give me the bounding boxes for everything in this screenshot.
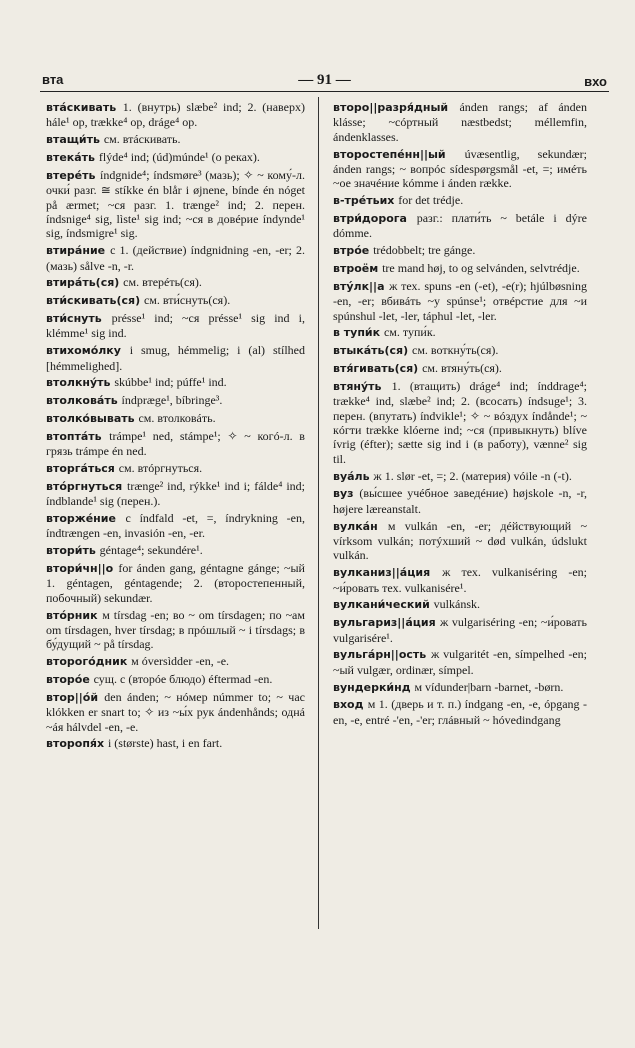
dictionary-entry bbox=[46, 375, 305, 390]
entry-headword: вулкáн bbox=[333, 519, 378, 533]
entry-definition: с índfald -et, =, índrykning -en, índtrængen -en, invasión -en, -er. bbox=[46, 511, 305, 541]
entry-definition: tre mand høj, to og selvánden, selvtrédje. bbox=[382, 261, 580, 276]
column-divider bbox=[318, 97, 319, 929]
entry-headword: второгóдник bbox=[46, 655, 128, 669]
dictionary-entry bbox=[46, 461, 305, 476]
dictionary-entry bbox=[46, 132, 305, 147]
entry-definition: м óversìdder -en, -e. bbox=[131, 654, 230, 669]
entry-headword: в тупи́к bbox=[333, 326, 381, 340]
entry-headword: втирáть(ся) bbox=[46, 276, 120, 290]
dictionary-entry bbox=[46, 293, 305, 308]
dictionary-entry bbox=[46, 654, 305, 669]
entry-headword: втолковáть bbox=[46, 394, 118, 408]
header-last-word: вхо bbox=[584, 74, 607, 89]
entry-definition: см. воткну́ть(ся). bbox=[412, 343, 499, 358]
entry-headword: вторóе bbox=[46, 673, 90, 687]
entry-headword: вулкани́ческий bbox=[333, 598, 430, 612]
entry-definition: trédobbelt; tre gánge. bbox=[373, 243, 476, 258]
entry-definition: vulkánsk. bbox=[433, 597, 480, 612]
entry-headword: вуáль bbox=[333, 469, 370, 483]
entry-headword: вторжéние bbox=[46, 512, 116, 526]
dictionary-entry bbox=[333, 469, 587, 484]
entry-definition: skúbbe¹ ind; púffe¹ ind. bbox=[114, 375, 227, 390]
entry-definition: см. втяну́ть(ся). bbox=[422, 361, 502, 376]
entry-headword: втри́дорога bbox=[333, 212, 407, 226]
entry-definition: ж vulgaritét -en, símpelhed -en; ~ый vulgær, ordinær, símpel. bbox=[333, 647, 587, 677]
entry-headword: вульгариз||áция bbox=[333, 616, 436, 630]
entry-definition: см. тупи́к. bbox=[383, 325, 436, 340]
entry-headword: второпя́х bbox=[46, 737, 105, 751]
dictionary-entry bbox=[333, 615, 587, 645]
header-rule bbox=[40, 91, 609, 92]
dictionary-entry bbox=[46, 511, 305, 541]
dictionary-entry bbox=[333, 680, 587, 695]
entry-definition: trænge² ind, rýkke¹ ind i; fálde⁴ ind; índblande¹ sig (перен.). bbox=[46, 478, 305, 509]
dictionary-entry bbox=[333, 261, 587, 276]
left-column bbox=[46, 100, 305, 754]
dictionary-entry bbox=[333, 486, 587, 516]
dictionary-entry bbox=[46, 672, 305, 687]
entry-definition: ánden rangs; af ánden klásse; ~сóртный næstbedst; méllemfin, ándenklasses. bbox=[333, 100, 587, 144]
entry-headword: втоптáть bbox=[46, 429, 102, 443]
entry-headword: втерéть bbox=[46, 168, 96, 182]
entry-definition: см. втóргнуться. bbox=[118, 461, 203, 476]
entry-headword: втóрник bbox=[46, 608, 98, 622]
entry-definition: for det trédje. bbox=[398, 193, 464, 208]
entry-definition: см. втолковáть. bbox=[138, 411, 216, 426]
entry-headword: вти́скивать(ся) bbox=[46, 294, 141, 308]
dictionary-entry bbox=[46, 343, 305, 373]
entry-headword: втыкáть(ся) bbox=[333, 344, 409, 358]
page-number: — 91 — bbox=[298, 72, 351, 88]
entry-headword: втащи́ть bbox=[46, 133, 100, 147]
entry-definition: с 1. (действие) índgnidning -en, -er; 2. (мазь) sålve -n, -r. bbox=[46, 243, 305, 273]
entry-headword: в-трéтьих bbox=[333, 194, 395, 208]
entry-headword: вуз bbox=[333, 487, 354, 501]
dictionary-entry bbox=[333, 147, 587, 191]
dictionary-entry bbox=[333, 597, 587, 612]
dictionary-entry bbox=[46, 479, 305, 509]
dictionary-entry bbox=[46, 168, 305, 241]
entry-headword: втяну́ть bbox=[333, 379, 382, 393]
entry-definition: ж тех. vulkaniséring -en; ~и́ровать тех. vulkanisére¹. bbox=[333, 565, 587, 595]
entry-headword: втóргнуться bbox=[46, 479, 123, 493]
dictionary-entry bbox=[333, 279, 587, 323]
entry-headword: второстепéнн||ый bbox=[333, 147, 446, 161]
entry-headword: втирáние bbox=[46, 244, 106, 258]
entry-definition: índgnide⁴; índsmøre³ (мазь); ✧ ~ кому́-л. очки́ разг. ≅ stíkke én blår i øjnene, bínde én nóget på ærmet; ~ся разг. 1. trænge² ind; 2. перен. índsnige⁴ sig, lìste¹ sig ind; ~ся в довéрие índynde¹ sig, índsmigre¹ sig. bbox=[46, 167, 305, 241]
entry-headword: вундерки́нд bbox=[333, 680, 411, 694]
entry-headword: втор||óй bbox=[46, 690, 99, 704]
dictionary-entry bbox=[333, 565, 587, 595]
entry-headword: втрóе bbox=[333, 244, 370, 258]
entry-definition: ж 1. slør -et, =; 2. (материя) vóile -n (-t). bbox=[373, 468, 572, 483]
entry-definition: 1. (внутрь) slæbe² ind; 2. (наверх) hále¹ op, trække⁴ op, dráge⁴ op. bbox=[46, 100, 305, 130]
dictionary-entry bbox=[46, 429, 305, 459]
dictionary-entry bbox=[46, 608, 305, 652]
entry-headword: вти́снуть bbox=[46, 312, 102, 326]
dictionary-entry bbox=[46, 690, 305, 734]
entry-definition: índpræge¹, bíbringe³. bbox=[121, 393, 223, 408]
dictionary-entry bbox=[333, 211, 587, 241]
entry-definition: den ánden; ~ нóмер númmer to; ~ час klókken er snart to; ✧ из ~ы́х рук ándenhånds; однá ~áя hálvdel -en, -e. bbox=[46, 689, 305, 734]
entry-headword: вульгáрн||ость bbox=[333, 648, 427, 662]
entry-definition: см. втерéть(ся). bbox=[123, 275, 202, 290]
entry-headword: вторгáться bbox=[46, 462, 115, 476]
dictionary-entry bbox=[46, 275, 305, 290]
entry-definition: ж vulgariséring -en; ~и́ровать vulgarisére¹. bbox=[333, 615, 587, 645]
entry-definition: i (største) hast, i en fart. bbox=[107, 736, 223, 751]
entry-definition: úvæsentlig, sekundær; ánden rangs; ~ вопрóс sídespørgsmål -et, =; имéть ~ое значéние kómme i ánden række. bbox=[333, 146, 587, 191]
entry-headword: втáскивать bbox=[46, 101, 117, 114]
dictionary-entry bbox=[46, 311, 305, 341]
entry-definition: см. втáскивать. bbox=[103, 132, 181, 147]
entry-definition: flýde⁴ ind; (úd)múnde¹ (о реках). bbox=[98, 150, 260, 164]
entry-headword: второ||разря́дный bbox=[333, 101, 449, 114]
dictionary-entry bbox=[333, 519, 587, 563]
entry-definition: présse¹ ind; ~ся présse¹ sig ind i, klémme¹ sig ind. bbox=[46, 311, 305, 341]
dictionary-entry bbox=[46, 736, 305, 751]
dictionary-entry bbox=[333, 343, 587, 358]
entry-headword: втори́ть bbox=[46, 544, 96, 558]
dictionary-entry bbox=[333, 697, 587, 727]
entry-headword: втроём bbox=[333, 262, 379, 276]
entry-headword: вулканиз||áция bbox=[333, 566, 431, 580]
entry-definition: м vulkán -en, -er; дéйствующий ~ vírksom vulkán; потýхший ~ død vulkán, údslukt vulkán. bbox=[333, 518, 587, 563]
dictionary-entry bbox=[333, 325, 587, 340]
dictionary-entry bbox=[46, 561, 305, 605]
entry-headword: вход bbox=[333, 698, 364, 712]
entry-headword: втихомо́лку bbox=[46, 344, 121, 358]
entry-definition: i smug, hémmelig; i (al) stílhed [hémmelighed]. bbox=[46, 343, 305, 373]
entry-definition: см. вти́снуть(ся). bbox=[143, 293, 231, 308]
dictionary-entry bbox=[333, 647, 587, 677]
header-first-word: вта bbox=[42, 72, 64, 87]
dictionary-entry bbox=[46, 543, 305, 558]
entry-definition: for ánden gang, géntagne gánge; ~ый 1. géntagen, géntagende; 2. (второстепенный, побочный) sekundær. bbox=[46, 561, 305, 605]
dictionary-entry bbox=[333, 100, 587, 144]
entry-headword: втýлк||а bbox=[333, 279, 385, 293]
entry-definition: м vídunder|barn -barnet, -børn. bbox=[414, 679, 564, 694]
entry-definition: géntage⁴; sekundére¹. bbox=[99, 543, 203, 558]
entry-definition: сущ. с (вторóе блюдо) éftermad -en. bbox=[93, 672, 273, 687]
entry-headword: втолко́вывать bbox=[46, 412, 135, 426]
dictionary-entry bbox=[46, 411, 305, 426]
entry-definition: м tírsdag -en; во ~ om tírsdagen; по ~ам om tírsdagen, hver tírsdag; в прóшлый ~ i tírsdags; в бу́дущий ~ på tírsdag. bbox=[46, 607, 305, 652]
entry-definition: разг.: плати́ть ~ betále i dýre dómme. bbox=[333, 211, 587, 241]
dictionary-entry bbox=[333, 243, 587, 258]
entry-definition: 1. (втащить) dráge⁴ ind; índdrage⁴; trække⁴ ind, slæbe² ind; 2. (всосать) índsuge¹; 3. перен. (впутать) índvikle¹; ✧ ~ вóздух índånde¹; ~ кóгти trække klóerne ind; ~ся (привыкнуть) blíve ívrig (éfter); sætte sig ind i (в работу), vænne² sig til. bbox=[333, 378, 587, 466]
dictionary-entry bbox=[46, 243, 305, 273]
entry-headword: втолкну́ть bbox=[46, 376, 111, 390]
entry-definition: ж тех. spuns -en (-et), -e(r); hjúlbøsning -en, -er; вбивáть ~у spúnse¹; отвéрстие для ~и spúnshul -let, -ler, táphul -let, -ler. bbox=[333, 278, 587, 323]
entry-definition: м 1. (дверь и т. п.) índgang -en, -e, ópgang -en, -e, entré -'en, -'er; глáвный ~ hóvedindgang bbox=[333, 697, 587, 727]
entry-headword: втекáть bbox=[46, 151, 96, 164]
dictionary-entry bbox=[333, 193, 587, 208]
dictionary-entry bbox=[46, 393, 305, 408]
dictionary-entry bbox=[333, 379, 587, 466]
entry-definition: trámpe¹ ned, stámpe¹; ✧ ~ когó-л. в грязь trámpe én ned. bbox=[46, 428, 305, 459]
dictionary-entry bbox=[46, 100, 305, 130]
entry-definition: (вы́сшее учéбное заведéние) højskole -n, -r, højere læreanstalt. bbox=[333, 486, 587, 516]
dictionary-entry bbox=[333, 361, 587, 376]
entry-headword: втя́гивать(ся) bbox=[333, 362, 419, 376]
dictionary-entry bbox=[46, 150, 305, 165]
page-header bbox=[42, 70, 607, 90]
entry-headword: втори́чн||о bbox=[46, 562, 114, 576]
right-column bbox=[333, 100, 587, 730]
